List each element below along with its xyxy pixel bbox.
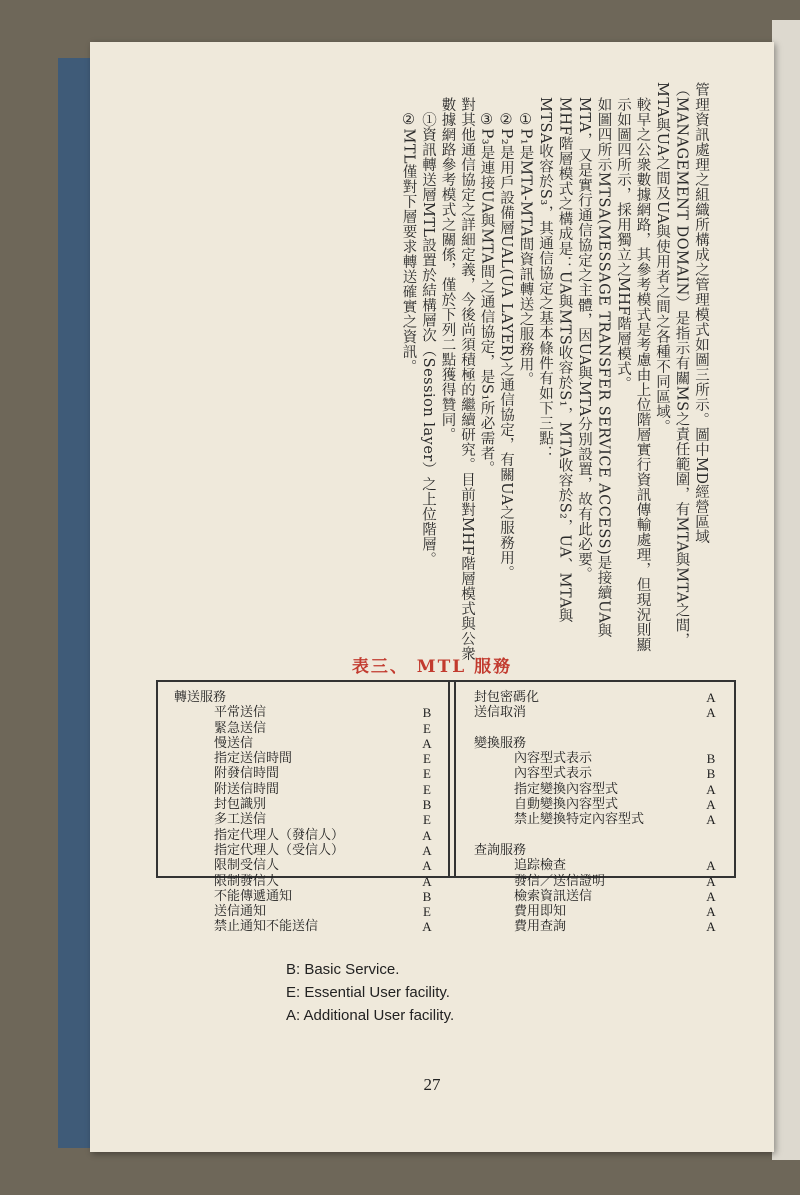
table-row: [474, 766, 720, 781]
service-code: [702, 736, 720, 751]
service-code: A: [422, 873, 432, 889]
service-name: 多工送信: [214, 812, 267, 828]
service-code: A: [706, 690, 716, 705]
list-item: ②MTL僅對下層要求轉送確實之資訊。: [400, 112, 417, 375]
table-row: [174, 797, 436, 812]
table-row: [174, 828, 436, 843]
service-code: A: [422, 735, 432, 751]
service-name: 內容型式表示: [514, 766, 593, 782]
service-name: 不能傳遞通知: [214, 888, 293, 904]
service-name: [474, 828, 702, 843]
service-code: E: [423, 720, 431, 736]
service-code: A: [422, 842, 432, 858]
table-row: [174, 705, 436, 720]
service-name: 限制發信人: [214, 873, 280, 889]
service-name: 禁止通知不能送信: [214, 919, 319, 935]
service-code: [702, 843, 720, 858]
service-name: 封包識別: [214, 797, 267, 813]
service-code: [702, 721, 720, 736]
services-table: [156, 680, 736, 935]
legend-item: B: Basic Service.: [286, 961, 400, 978]
service-name: 指定代理人（受信人）: [214, 842, 345, 858]
service-name: 指定代理人（發信人）: [214, 827, 345, 843]
service-code: E: [423, 781, 431, 797]
service-name: 自動變換內容型式: [514, 797, 619, 813]
service-code: A: [706, 812, 716, 828]
paragraph: 管理資訊處理之組織所構成之管理模式如圖三所示。圖中MD經營區域（MANAGEMENT DOMAIN）是指示有關MS之責任範圍，有MTA與MTA之間，MTA與UA之間及UA與使用者之間之各種不同區域。: [654, 82, 709, 648]
service-code: A: [706, 904, 716, 920]
service-code: A: [706, 873, 716, 889]
service-code: A: [706, 858, 716, 874]
page-number: 27: [423, 1075, 441, 1094]
service-name: 變換服務: [474, 735, 527, 751]
table-row: [474, 736, 720, 751]
paragraph: MHF階層模式之構成是：UA與MTS收容於S₁，MTA收容於S₂，UA、MTA與MTSA收容於S₃，其通信協定之基本條件有如下三點：: [537, 97, 573, 624]
table-row: [474, 782, 720, 797]
service-name: 封包密碼化: [474, 690, 540, 705]
service-name: 查詢服務: [474, 842, 527, 858]
service-code: [418, 690, 436, 705]
service-code: E: [423, 751, 431, 767]
list-item: ③P₃是連接UA與MTA間之通信協定，是S₁所必需者。: [478, 112, 495, 476]
table-row: [174, 751, 436, 766]
table-row: [174, 736, 436, 751]
table-row: [474, 828, 720, 843]
service-code: B: [706, 751, 716, 767]
service-name: 費用查詢: [514, 919, 567, 935]
service-name: 轉送服務: [174, 690, 227, 705]
service-code: E: [423, 766, 431, 782]
service-name: 附送信時間: [214, 781, 280, 797]
table-row: [174, 874, 436, 889]
service-code: A: [706, 888, 716, 904]
table-row: [174, 919, 436, 934]
service-code: A: [706, 797, 716, 813]
service-name: 指定變換內容型式: [514, 781, 619, 797]
table-row: [474, 812, 720, 827]
service-code: B: [422, 705, 432, 721]
table-row: [474, 721, 720, 736]
service-code: A: [706, 919, 716, 935]
service-name: 追踪檢查: [514, 858, 567, 874]
table-row: [174, 889, 436, 904]
legend-item: E: Essential User facility.: [286, 984, 450, 1001]
body-text: [180, 82, 710, 662]
service-name: [474, 721, 702, 736]
service-code: E: [423, 812, 431, 828]
table-legend: [286, 958, 454, 1027]
service-code: B: [422, 888, 432, 904]
service-name: 平常送信: [214, 705, 267, 721]
list-item: ②P₂是用戶設備層UAL(UA LAYER)之通信協定，有關UA之服務用。: [498, 112, 514, 581]
table-row: [174, 843, 436, 858]
list-item: ①P₁是MTA-MTA間資訊轉送之服務用。: [517, 112, 534, 387]
service-code: E: [423, 904, 431, 920]
service-code: [702, 828, 720, 843]
service-code: A: [706, 781, 716, 797]
service-code: A: [706, 705, 716, 721]
service-name: 送信取消: [474, 705, 527, 721]
legend-item: A: Additional User facility.: [286, 1007, 455, 1024]
next-page-edge: [772, 20, 800, 1160]
service-name: 禁止變換特定內容型式: [514, 812, 645, 828]
table-row: [474, 705, 720, 720]
table-row: [474, 858, 720, 873]
service-name: 費用即知: [514, 904, 567, 920]
table-title: 表三、 MTL 服務: [351, 657, 513, 677]
table-divider: [448, 680, 456, 878]
service-name: 限制受信人: [214, 858, 280, 874]
table-row: [174, 812, 436, 827]
paragraph: 如圖四所示MTSA(MESSAGE TRANSFER SERVICE ACCESS)是接續UA與MTA，又是實行通信協定之主體，因UA與MTA分別設置，故有此必要。: [576, 97, 612, 639]
service-code: A: [422, 827, 432, 843]
service-name: 發信／送信證明: [514, 873, 606, 889]
table-row: [174, 904, 436, 919]
service-name: 送信通知: [214, 904, 267, 920]
document-page: [90, 42, 774, 1152]
table-row: [474, 751, 720, 766]
service-code: B: [422, 797, 432, 813]
service-code: A: [422, 858, 432, 874]
table-row: [474, 904, 720, 919]
table-row: [174, 721, 436, 736]
table-row: [174, 766, 436, 781]
table-row: [474, 874, 720, 889]
table-row: [174, 690, 436, 705]
service-name: 慢送信: [214, 735, 254, 751]
table-row: [174, 858, 436, 873]
table-left-column: [174, 690, 436, 935]
table-row: [174, 782, 436, 797]
table-row: [474, 889, 720, 904]
service-name: 內容型式表示: [514, 751, 593, 767]
table-right-column: [474, 690, 720, 935]
service-name: 附發信時間: [214, 766, 280, 782]
paragraph: 對其他通信協定之詳細定義，今後尚須積極的繼續研究。目前對MHF階層模式與公衆數據網路參考模式之關係，僅於下列二點獲得贊同。: [439, 97, 475, 662]
service-name: 指定送信時間: [214, 751, 293, 767]
paragraph: 較早之公衆數據網路，其參考模式是考慮由上位階層實行資訊傳輸處理，但現況則顯示如圖四所示，採用獨立之MHF階層模式。: [615, 97, 651, 652]
service-name: 緊急送信: [214, 720, 267, 736]
list-item: ①資訊轉送層MTL設置於結構層次（Session layer）之上位階層。: [420, 112, 436, 567]
table-row: [474, 843, 720, 858]
service-name: 檢索資訊送信: [514, 888, 593, 904]
service-code: A: [422, 919, 432, 935]
service-code: B: [706, 766, 716, 782]
table-row: [474, 797, 720, 812]
table-row: [474, 919, 720, 934]
table-row: [474, 690, 720, 705]
